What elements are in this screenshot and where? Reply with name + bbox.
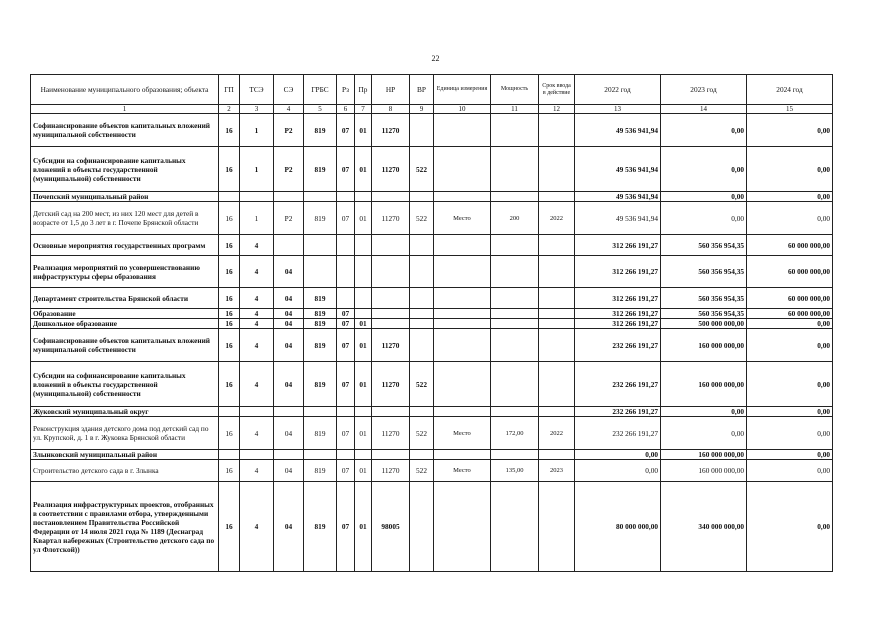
cell-term <box>539 450 575 460</box>
cell-2022: 49 536 941,94 <box>575 192 661 202</box>
cell-tse <box>240 407 274 417</box>
column-number-row <box>31 105 833 114</box>
cell-vr <box>410 407 434 417</box>
cell-vr: 522 <box>410 460 434 482</box>
cell-pr: 01 <box>355 329 372 362</box>
cell-rz: 07 <box>337 417 355 450</box>
column-number: 13 <box>575 105 661 114</box>
cell-unit <box>434 114 491 147</box>
cell-2024: 0,00 <box>747 417 833 450</box>
cell-nr: 11270 <box>372 362 410 407</box>
header-pr: Пр <box>355 75 372 105</box>
cell-name: Субсидии на софинансирование капитальных вложений в объекты государственной (муниципальной) собственности <box>31 362 219 407</box>
cell-power <box>491 362 539 407</box>
cell-term <box>539 288 575 309</box>
cell-nr <box>372 407 410 417</box>
cell-name: Жуковский муниципальный округ <box>31 407 219 417</box>
cell-vr <box>410 319 434 329</box>
cell-2024: 0,00 <box>747 407 833 417</box>
cell-vr <box>410 256 434 288</box>
cell-name: Субсидии на софинансирование капитальных вложений в объекты государственной (муниципальной) собственности <box>31 147 219 192</box>
cell-se: 04 <box>274 362 304 407</box>
table-row <box>31 235 833 256</box>
cell-unit <box>434 309 491 319</box>
column-number: 2 <box>219 105 240 114</box>
header-row <box>31 75 833 105</box>
cell-2024: 0,00 <box>747 450 833 460</box>
cell-tse: 4 <box>240 482 274 572</box>
cell-2023: 560 356 954,35 <box>661 256 747 288</box>
cell-2022: 49 536 941,94 <box>575 114 661 147</box>
cell-vr <box>410 192 434 202</box>
cell-rz <box>337 450 355 460</box>
cell-2024: 0,00 <box>747 202 833 235</box>
cell-unit <box>434 407 491 417</box>
table-row <box>31 114 833 147</box>
budget-table <box>30 74 833 572</box>
cell-2023: 160 000 000,00 <box>661 460 747 482</box>
cell-2022: 312 266 191,27 <box>575 235 661 256</box>
cell-se: Р2 <box>274 202 304 235</box>
cell-vr <box>410 482 434 572</box>
cell-gp: 16 <box>219 114 240 147</box>
cell-2022: 312 266 191,27 <box>575 319 661 329</box>
cell-tse: 1 <box>240 147 274 192</box>
cell-tse <box>240 192 274 202</box>
cell-pr: 01 <box>355 147 372 192</box>
cell-2024: 0,00 <box>747 362 833 407</box>
header-term: Срок ввода в действие <box>539 75 575 105</box>
cell-pr <box>355 309 372 319</box>
cell-2024: 0,00 <box>747 147 833 192</box>
cell-se <box>274 192 304 202</box>
cell-nr: 98005 <box>372 482 410 572</box>
cell-tse: 4 <box>240 309 274 319</box>
cell-rz <box>337 288 355 309</box>
cell-power <box>491 482 539 572</box>
cell-2023: 0,00 <box>661 192 747 202</box>
cell-tse: 4 <box>240 235 274 256</box>
cell-gp: 16 <box>219 147 240 192</box>
table-row <box>31 147 833 192</box>
cell-name: Основные мероприятия государственных программ <box>31 235 219 256</box>
table-row <box>31 309 833 319</box>
cell-2023: 0,00 <box>661 147 747 192</box>
cell-grbs: 819 <box>304 417 337 450</box>
cell-unit <box>434 450 491 460</box>
cell-term <box>539 309 575 319</box>
cell-2024: 0,00 <box>747 192 833 202</box>
cell-power <box>491 192 539 202</box>
cell-power <box>491 319 539 329</box>
cell-2024: 0,00 <box>747 319 833 329</box>
header-se: СЭ <box>274 75 304 105</box>
column-number: 9 <box>410 105 434 114</box>
cell-nr: 11270 <box>372 114 410 147</box>
cell-tse: 4 <box>240 362 274 407</box>
cell-2023: 340 000 000,00 <box>661 482 747 572</box>
header-gp: ГП <box>219 75 240 105</box>
cell-grbs <box>304 256 337 288</box>
cell-term <box>539 319 575 329</box>
cell-tse: 4 <box>240 417 274 450</box>
cell-2022: 232 266 191,27 <box>575 407 661 417</box>
cell-2023: 160 000 000,00 <box>661 362 747 407</box>
cell-gp: 16 <box>219 202 240 235</box>
cell-power <box>491 450 539 460</box>
cell-term: 2023 <box>539 460 575 482</box>
cell-term <box>539 235 575 256</box>
cell-2023: 160 000 000,00 <box>661 329 747 362</box>
cell-gp <box>219 450 240 460</box>
header-2022: 2022 год <box>575 75 661 105</box>
header-tse: ТСЭ <box>240 75 274 105</box>
table-row <box>31 192 833 202</box>
cell-rz <box>337 192 355 202</box>
cell-gp: 16 <box>219 235 240 256</box>
cell-2022: 312 266 191,27 <box>575 256 661 288</box>
cell-power <box>491 114 539 147</box>
cell-rz <box>337 235 355 256</box>
cell-name: Реконструкция здания детского дома под детский сад по ул. Крупской, д. 1 в г. Жуковка Брянской области <box>31 417 219 450</box>
cell-term <box>539 482 575 572</box>
cell-se: 04 <box>274 309 304 319</box>
cell-term: 2022 <box>539 417 575 450</box>
cell-rz: 07 <box>337 362 355 407</box>
cell-2022: 80 000 000,00 <box>575 482 661 572</box>
cell-pr <box>355 288 372 309</box>
cell-term <box>539 114 575 147</box>
cell-2023: 0,00 <box>661 114 747 147</box>
cell-se: 04 <box>274 288 304 309</box>
cell-2024: 60 000 000,00 <box>747 235 833 256</box>
cell-nr: 11270 <box>372 329 410 362</box>
cell-tse: 4 <box>240 319 274 329</box>
header-rz: Рз <box>337 75 355 105</box>
header-nr: НР <box>372 75 410 105</box>
table-row <box>31 450 833 460</box>
header-unit: Единица измерения <box>434 75 491 105</box>
cell-se: 04 <box>274 417 304 450</box>
cell-gp: 16 <box>219 417 240 450</box>
cell-vr <box>410 288 434 309</box>
table-row <box>31 319 833 329</box>
cell-2022: 232 266 191,27 <box>575 417 661 450</box>
cell-pr: 01 <box>355 114 372 147</box>
cell-2023: 560 356 954,35 <box>661 235 747 256</box>
cell-2023: 560 356 954,35 <box>661 288 747 309</box>
cell-2022: 312 266 191,27 <box>575 309 661 319</box>
cell-power: 172,00 <box>491 417 539 450</box>
cell-se: 04 <box>274 460 304 482</box>
cell-nr <box>372 288 410 309</box>
table-row <box>31 482 833 572</box>
cell-2022: 232 266 191,27 <box>575 329 661 362</box>
cell-unit <box>434 362 491 407</box>
cell-grbs <box>304 192 337 202</box>
cell-grbs: 819 <box>304 319 337 329</box>
cell-nr: 11270 <box>372 202 410 235</box>
cell-term <box>539 407 575 417</box>
cell-2022: 0,00 <box>575 460 661 482</box>
column-number: 10 <box>434 105 491 114</box>
cell-power <box>491 407 539 417</box>
cell-pr: 01 <box>355 482 372 572</box>
header-power: Мощность <box>491 75 539 105</box>
cell-tse: 1 <box>240 114 274 147</box>
cell-se: 04 <box>274 482 304 572</box>
cell-unit <box>434 192 491 202</box>
cell-gp: 16 <box>219 362 240 407</box>
cell-term: 2022 <box>539 202 575 235</box>
cell-pr: 01 <box>355 319 372 329</box>
cell-2024: 0,00 <box>747 482 833 572</box>
cell-power: 200 <box>491 202 539 235</box>
cell-power <box>491 147 539 192</box>
cell-pr: 01 <box>355 362 372 407</box>
cell-pr <box>355 407 372 417</box>
cell-grbs: 819 <box>304 114 337 147</box>
cell-unit <box>434 235 491 256</box>
cell-tse: 4 <box>240 288 274 309</box>
table-row <box>31 460 833 482</box>
cell-tse: 4 <box>240 256 274 288</box>
table-row <box>31 329 833 362</box>
cell-rz <box>337 256 355 288</box>
cell-vr: 522 <box>410 362 434 407</box>
cell-nr <box>372 450 410 460</box>
cell-name: Почепский муниципальный район <box>31 192 219 202</box>
cell-power <box>491 309 539 319</box>
cell-2022: 0,00 <box>575 450 661 460</box>
cell-2023: 0,00 <box>661 417 747 450</box>
cell-unit: Место <box>434 202 491 235</box>
cell-se <box>274 450 304 460</box>
cell-vr: 522 <box>410 147 434 192</box>
cell-name: Детский сад на 200 мест, из них 120 мест для детей в возрасте от 1,5 до 3 лет в г. Почепе Брянской области <box>31 202 219 235</box>
column-number: 5 <box>304 105 337 114</box>
cell-name: Реализация инфраструктурных проектов, отобранных в соответствии с правилами отбора, утвержденными постановлением Правительства Российской Федерации от 14 июля 2021 года № 1189 (Деснаград Квартал набережных (Строительство детского сада по ул Флотской)) <box>31 482 219 572</box>
cell-gp <box>219 192 240 202</box>
cell-name: Реализация мероприятий по усовершенствованию инфраструктуры сферы образования <box>31 256 219 288</box>
cell-2024: 60 000 000,00 <box>747 309 833 319</box>
column-number: 3 <box>240 105 274 114</box>
cell-name: Образование <box>31 309 219 319</box>
cell-nr <box>372 192 410 202</box>
cell-2023: 0,00 <box>661 202 747 235</box>
cell-grbs <box>304 235 337 256</box>
cell-se <box>274 407 304 417</box>
cell-vr <box>410 309 434 319</box>
cell-grbs: 819 <box>304 147 337 192</box>
cell-vr: 522 <box>410 202 434 235</box>
cell-term <box>539 147 575 192</box>
cell-unit <box>434 256 491 288</box>
cell-2023: 160 000 000,00 <box>661 450 747 460</box>
cell-vr <box>410 114 434 147</box>
header-name: Наименование муниципального образования; объекта <box>31 75 219 105</box>
cell-nr: 11270 <box>372 147 410 192</box>
cell-vr: 522 <box>410 417 434 450</box>
header-vr: ВР <box>410 75 434 105</box>
cell-nr <box>372 256 410 288</box>
page-number: 22 <box>431 54 440 63</box>
cell-name: Софинансирование объектов капитальных вложений муниципальной собственности <box>31 329 219 362</box>
cell-pr: 01 <box>355 460 372 482</box>
cell-se: Р2 <box>274 147 304 192</box>
cell-tse: 4 <box>240 329 274 362</box>
column-number: 12 <box>539 105 575 114</box>
cell-unit: Место <box>434 417 491 450</box>
cell-unit <box>434 482 491 572</box>
cell-term <box>539 192 575 202</box>
cell-2022: 232 266 191,27 <box>575 362 661 407</box>
table-row <box>31 362 833 407</box>
cell-rz: 07 <box>337 319 355 329</box>
cell-term <box>539 256 575 288</box>
cell-2022: 312 266 191,27 <box>575 288 661 309</box>
cell-2024: 0,00 <box>747 460 833 482</box>
cell-gp: 16 <box>219 329 240 362</box>
cell-grbs: 819 <box>304 329 337 362</box>
table-row <box>31 288 833 309</box>
header-2024: 2024 год <box>747 75 833 105</box>
cell-nr <box>372 235 410 256</box>
cell-2023: 500 000 000,00 <box>661 319 747 329</box>
cell-pr: 01 <box>355 417 372 450</box>
cell-2022: 49 536 941,94 <box>575 202 661 235</box>
cell-grbs: 819 <box>304 482 337 572</box>
cell-power <box>491 235 539 256</box>
cell-vr <box>410 450 434 460</box>
cell-vr <box>410 235 434 256</box>
cell-rz <box>337 407 355 417</box>
cell-nr <box>372 319 410 329</box>
cell-pr: 01 <box>355 202 372 235</box>
cell-name: Строительство детского сада в г. Злынка <box>31 460 219 482</box>
cell-unit <box>434 288 491 309</box>
header-grbs: ГРБС <box>304 75 337 105</box>
cell-unit: Место <box>434 460 491 482</box>
cell-se: 04 <box>274 256 304 288</box>
cell-rz: 07 <box>337 482 355 572</box>
cell-unit <box>434 329 491 362</box>
cell-nr: 11270 <box>372 417 410 450</box>
cell-unit <box>434 319 491 329</box>
cell-pr <box>355 256 372 288</box>
cell-gp: 16 <box>219 460 240 482</box>
cell-tse <box>240 450 274 460</box>
cell-unit <box>434 147 491 192</box>
cell-tse: 4 <box>240 460 274 482</box>
cell-grbs <box>304 407 337 417</box>
cell-rz: 07 <box>337 147 355 192</box>
cell-term <box>539 362 575 407</box>
cell-rz: 07 <box>337 114 355 147</box>
cell-nr <box>372 309 410 319</box>
cell-pr <box>355 450 372 460</box>
cell-power <box>491 329 539 362</box>
cell-term <box>539 329 575 362</box>
table-row <box>31 417 833 450</box>
cell-2023: 560 356 954,35 <box>661 309 747 319</box>
table-row <box>31 202 833 235</box>
cell-vr <box>410 329 434 362</box>
cell-gp: 16 <box>219 309 240 319</box>
cell-grbs: 819 <box>304 202 337 235</box>
table-row <box>31 256 833 288</box>
cell-2022: 49 536 941,94 <box>575 147 661 192</box>
cell-name: Злынковский муниципальный район <box>31 450 219 460</box>
cell-grbs: 819 <box>304 288 337 309</box>
cell-se: 04 <box>274 329 304 362</box>
cell-gp: 16 <box>219 319 240 329</box>
column-number: 14 <box>661 105 747 114</box>
cell-gp: 16 <box>219 482 240 572</box>
cell-pr <box>355 192 372 202</box>
column-number: 6 <box>337 105 355 114</box>
column-number: 4 <box>274 105 304 114</box>
cell-tse: 1 <box>240 202 274 235</box>
cell-pr <box>355 235 372 256</box>
cell-2024: 60 000 000,00 <box>747 256 833 288</box>
cell-power <box>491 288 539 309</box>
cell-se <box>274 235 304 256</box>
table-row <box>31 407 833 417</box>
cell-gp: 16 <box>219 256 240 288</box>
cell-se: Р2 <box>274 114 304 147</box>
header-2023: 2023 год <box>661 75 747 105</box>
cell-name: Софинансирование объектов капитальных вложений муниципальной собственности <box>31 114 219 147</box>
cell-rz: 07 <box>337 460 355 482</box>
cell-rz: 07 <box>337 329 355 362</box>
cell-power: 135,00 <box>491 460 539 482</box>
cell-2024: 0,00 <box>747 329 833 362</box>
cell-grbs <box>304 450 337 460</box>
column-number: 8 <box>372 105 410 114</box>
cell-nr: 11270 <box>372 460 410 482</box>
column-number: 11 <box>491 105 539 114</box>
cell-grbs: 819 <box>304 362 337 407</box>
cell-rz: 07 <box>337 202 355 235</box>
cell-grbs: 819 <box>304 309 337 319</box>
cell-gp: 16 <box>219 288 240 309</box>
column-number: 1 <box>31 105 219 114</box>
cell-se: 04 <box>274 319 304 329</box>
cell-2024: 60 000 000,00 <box>747 288 833 309</box>
cell-name: Дошкольное образование <box>31 319 219 329</box>
cell-2023: 0,00 <box>661 407 747 417</box>
cell-grbs: 819 <box>304 460 337 482</box>
column-number: 7 <box>355 105 372 114</box>
cell-2024: 0,00 <box>747 114 833 147</box>
column-number: 15 <box>747 105 833 114</box>
cell-name: Департамент строительства Брянской области <box>31 288 219 309</box>
cell-power <box>491 256 539 288</box>
cell-rz: 07 <box>337 309 355 319</box>
cell-gp <box>219 407 240 417</box>
table-body <box>31 114 833 572</box>
